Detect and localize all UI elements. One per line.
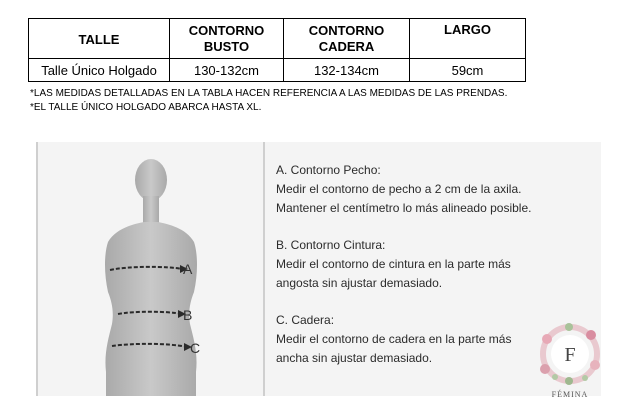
instruction-pecho: [276, 161, 531, 218]
instruction-pecho-line1: Medir el contorno de pecho a 2 cm de la axila.: [276, 182, 522, 196]
logo-name: FÉMINA: [551, 390, 589, 399]
marker-c: C: [190, 340, 201, 356]
header-talle: TALLE: [29, 19, 170, 59]
instruction-cintura-line1: Medir el contorno de cintura en la parte más: [276, 257, 511, 271]
instruction-pecho-line2: Mantener el centímetro lo más alineado posible.: [276, 201, 532, 215]
table-header-row: [29, 19, 526, 59]
instruction-cadera-line1: Medir el contorno de cadera en la parte más: [276, 332, 512, 346]
instruction-cintura: [276, 236, 531, 293]
note-prendas: *LAS MEDIDAS DETALLADAS EN LA TABLA HACEN REFERENCIA A LAS MEDIDAS DE LAS PRENDAS.: [30, 88, 508, 99]
header-contorno-busto: CONTORNO BUSTO: [170, 19, 284, 59]
instruction-cadera-title: C. Cadera:: [276, 313, 335, 327]
header-largo: LARGO: [410, 19, 526, 59]
note-talle-unico: *EL TALLE ÚNICO HOLGADO ABARCA HASTA XL.: [30, 102, 262, 113]
logo-letter: F: [564, 344, 576, 366]
instruction-cadera-line2: ancha sin ajustar demasiado.: [276, 351, 433, 365]
size-table: [28, 18, 526, 82]
marker-b: B: [183, 307, 193, 323]
instruction-pecho-title: A. Contorno Pecho:: [276, 163, 381, 177]
cell-busto: 130-132cm: [170, 59, 284, 82]
mannequin-figure: [38, 142, 260, 396]
panel-divider: [263, 142, 265, 396]
mannequin-silhouette: [105, 159, 197, 396]
cell-largo: 59cm: [410, 59, 526, 82]
size-notes: [30, 87, 507, 115]
header-contorno-cadera: CONTORNO CADERA: [284, 19, 410, 59]
femina-logo: [535, 321, 605, 401]
marker-a: A: [183, 261, 193, 277]
cell-cadera: 132-134cm: [284, 59, 410, 82]
table-row: [29, 59, 526, 82]
measurement-instructions: [276, 161, 531, 386]
instruction-cadera: [276, 311, 531, 368]
instruction-cintura-line2: angosta sin ajustar demasiado.: [276, 276, 443, 290]
cell-talle: Talle Único Holgado: [29, 59, 170, 82]
instruction-cintura-title: B. Contorno Cintura:: [276, 238, 386, 252]
